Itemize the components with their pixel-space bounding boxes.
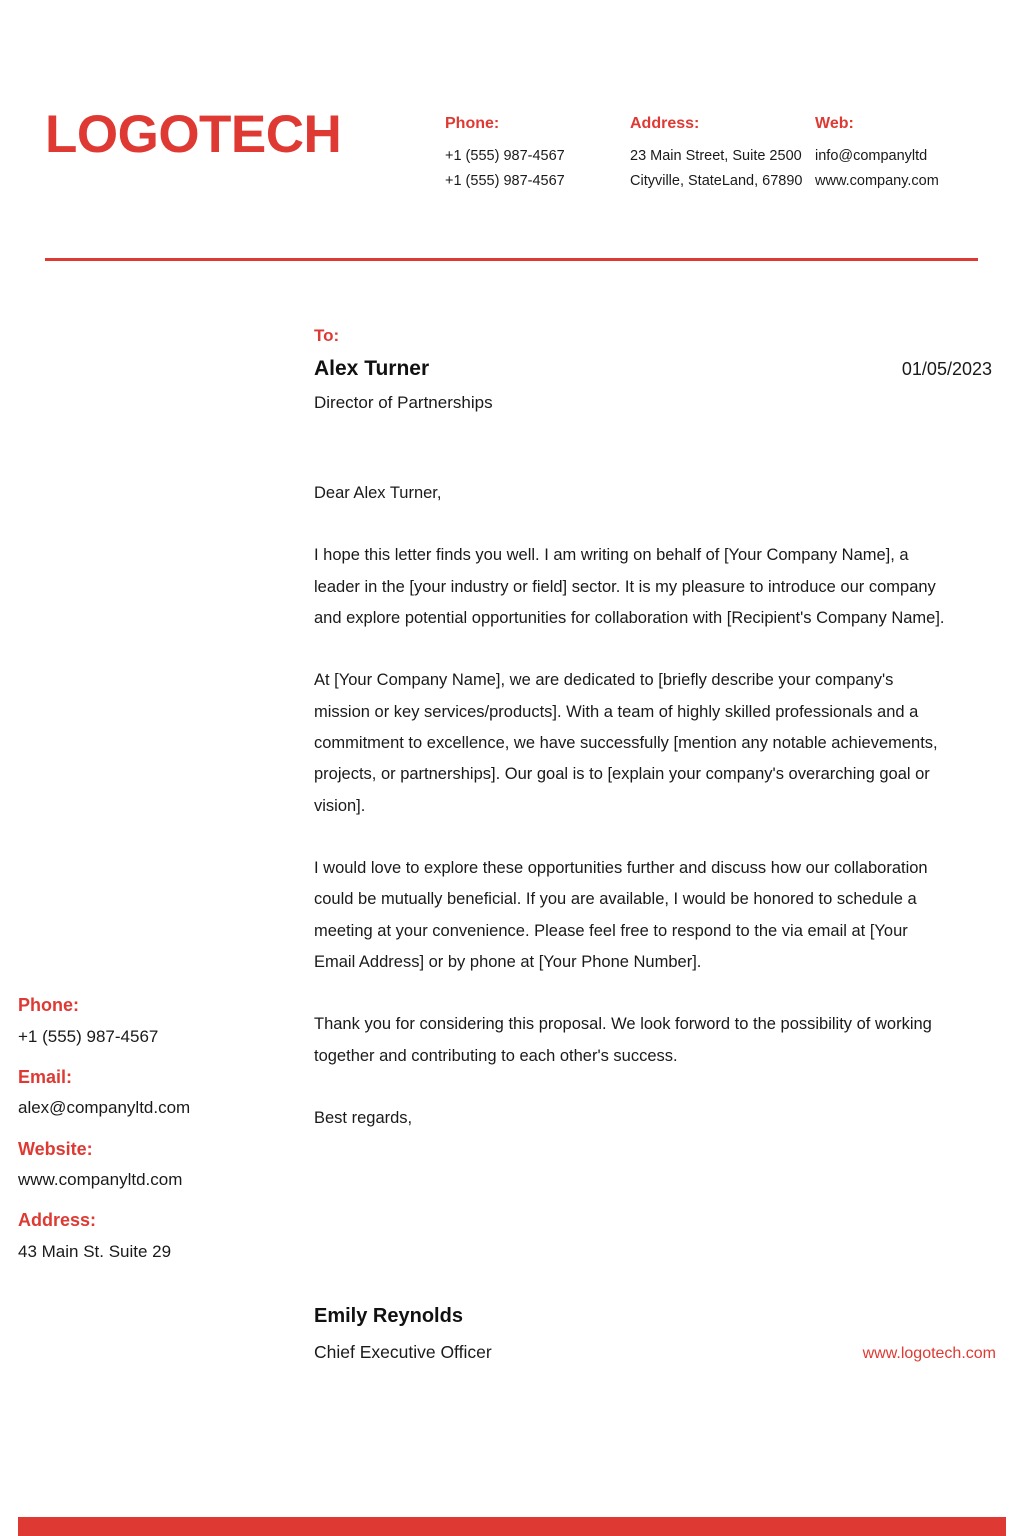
sidebar-label-email: Email:	[18, 1066, 73, 1087]
letter-paragraph-2: At [Your Company Name], we are dedicated to [briefly describe your company's mission or key services/products]. With a team of highly skilled professionals and a commitment to excellence, we have successfully [mention any notable achievements, projects, or partnerships]. Our goal is to [explain your company's overarching goal or vision].	[314, 671, 938, 815]
header-contact-address	[630, 114, 815, 194]
header-contact-label-phone: Phone:	[445, 115, 500, 132]
company-logo: LOGOTECH	[45, 105, 342, 164]
header-phone-line-2: +1 (555) 987-4567	[445, 172, 565, 189]
document-header	[45, 104, 996, 194]
recipient-to-label: To:	[314, 326, 340, 345]
signer-name: Emily Reynolds	[314, 1305, 463, 1327]
header-contact-label-web: Web:	[815, 115, 854, 132]
header-web-url: www.company.com	[815, 172, 939, 189]
letter-salutation: Dear Alex Turner,	[314, 484, 442, 502]
sidebar-value-email: alex@companyltd.com	[18, 1098, 191, 1118]
recipient-name: Alex Turner	[314, 357, 430, 381]
signature-bottom-row	[314, 1341, 996, 1365]
header-divider-rule	[45, 258, 978, 261]
header-web-email: info@companyltd	[815, 148, 928, 164]
letter-body	[314, 478, 946, 1135]
header-contact-phone	[445, 114, 630, 194]
header-phone-line-1: +1 (555) 987-4567	[445, 148, 565, 164]
sidebar-item-email	[18, 1066, 288, 1119]
sidebar-value-website: www.companyltd.com	[18, 1170, 183, 1189]
letter-paragraph-1: I hope this letter finds you well. I am writing on behalf of [Your Company Name], a leader in the [your industry or field] sector. It is my pleasure to introduce our company and explore potential opportunities for collaboration with [Recipient's Company Name].	[314, 546, 945, 628]
letter-closing: Best regards,	[314, 1109, 413, 1128]
letter-paragraph-4: Thank you for considering this proposal. We look forword to the possibility of working together and contributing to each other's success.	[314, 1015, 932, 1065]
sidebar-value-address: 43 Main St. Suite 29	[18, 1241, 172, 1261]
sidebar-label-phone: Phone:	[18, 995, 79, 1015]
header-address-line-1: 23 Main Street, Suite 2500	[630, 148, 802, 164]
sidebar-contact-block	[18, 994, 288, 1262]
sidebar-item-address	[18, 1209, 288, 1262]
footer-website-link[interactable]: www.logotech.com	[862, 1345, 996, 1362]
recipient-name-row	[314, 356, 996, 382]
sidebar-value-phone: +1 (555) 987-4567	[18, 1026, 159, 1046]
recipient-job-title: Director of Partnerships	[314, 393, 493, 413]
signer-job-title: Chief Executive Officer	[314, 1342, 492, 1362]
letter-date: 01/05/2023	[901, 359, 992, 380]
footer-accent-bar	[18, 1517, 1006, 1536]
sidebar-item-phone	[18, 994, 288, 1047]
sidebar-label-address: Address:	[18, 1210, 97, 1231]
header-contact-web	[815, 114, 985, 194]
signature-block	[314, 1303, 996, 1365]
header-contact-label-address: Address:	[630, 115, 700, 132]
sidebar-item-website	[18, 1138, 288, 1191]
recipient-block	[314, 325, 996, 414]
sidebar-label-website: Website:	[18, 1138, 93, 1159]
letter-paragraph-3: I would love to explore these opportunities further and discuss how our collaboration could be mutually beneficial. If you are available, I would be honored to schedule a meeting at your convenience. Please feel free to respond to the via email at [Your Email Address] or by phone at [Your Phone Number].	[314, 859, 928, 972]
header-address-line-2: Cityville, StateLand, 67890	[630, 172, 803, 189]
header-contact-columns	[445, 104, 996, 194]
